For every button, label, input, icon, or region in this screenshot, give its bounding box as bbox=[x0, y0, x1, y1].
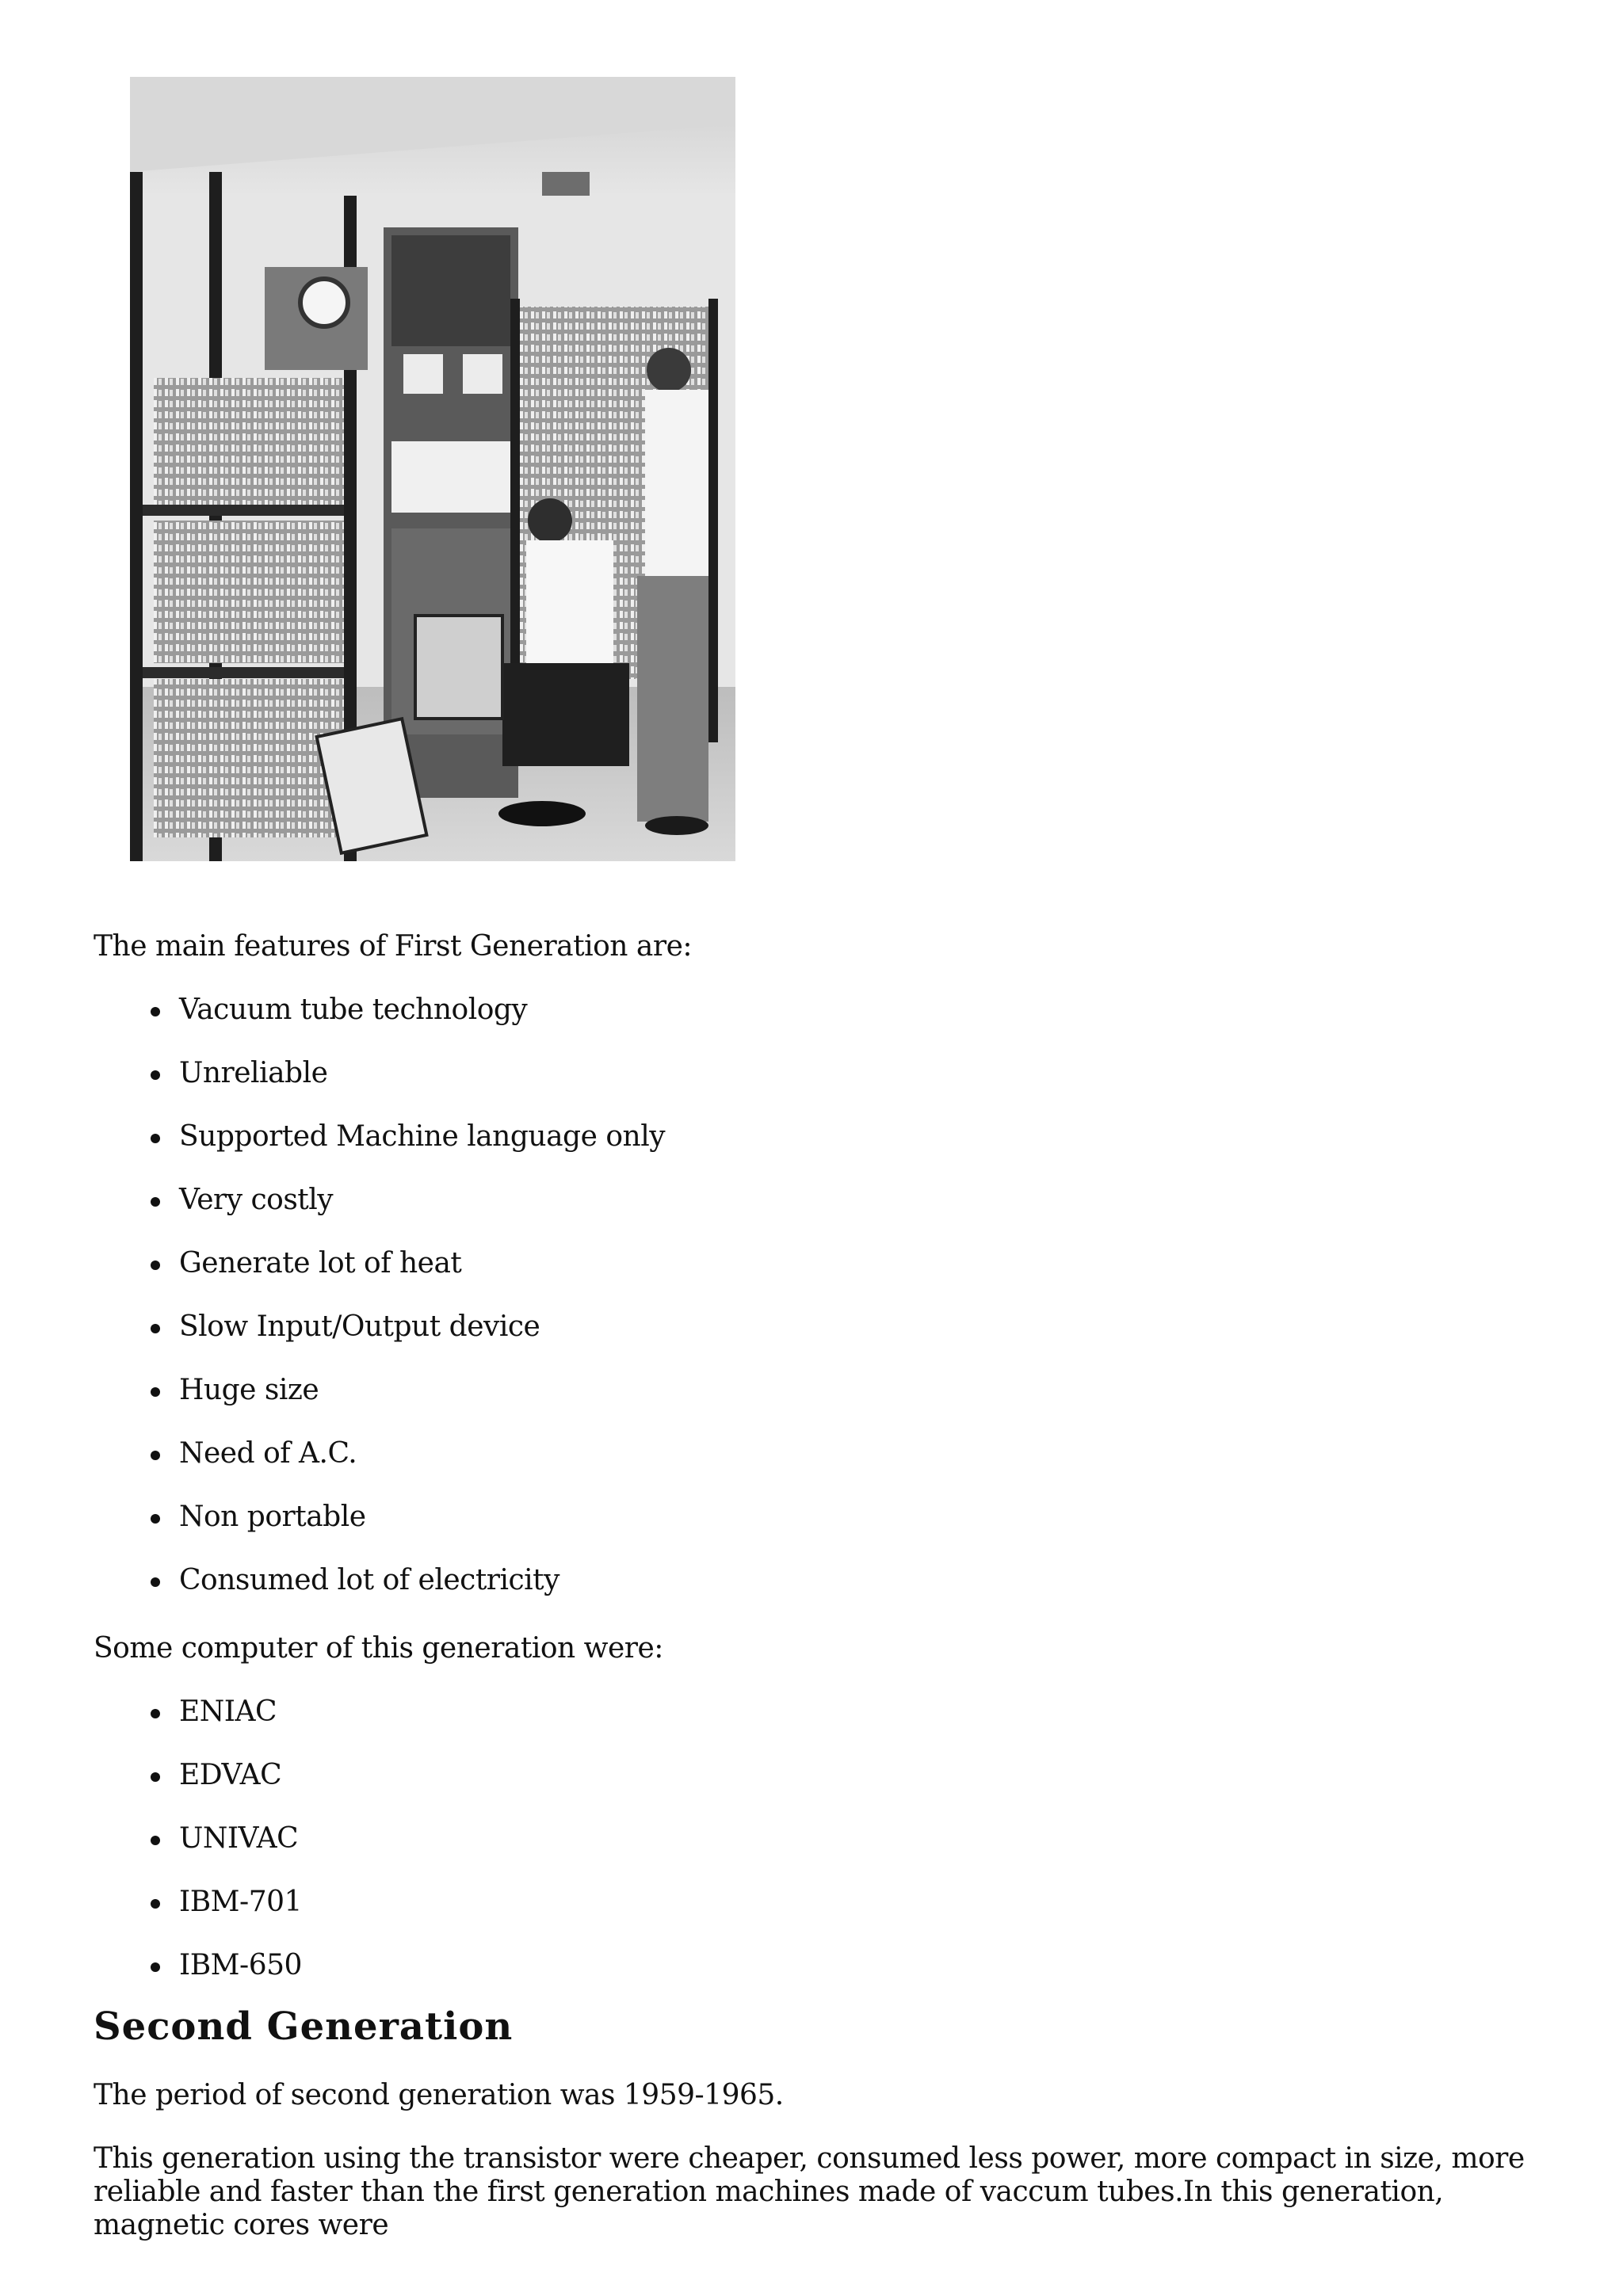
computer-room-photo bbox=[130, 77, 735, 861]
second-generation-description: This generation using the transistor were cheaper, consumed less power, more compact in size, more reliable and faster than the first generation machines made of vaccum tubes.In this generation, magnetic cores were bbox=[94, 2142, 1525, 2241]
list-item: Generate lot of heat bbox=[94, 1246, 1520, 1310]
first-generation-features-intro: The main features of First Generation are: bbox=[94, 930, 693, 963]
list-item: Supported Machine language only bbox=[94, 1119, 1520, 1183]
first-generation-computers-list bbox=[94, 1695, 1520, 2012]
list-item: IBM-650 bbox=[94, 1948, 1520, 2012]
list-item: Unreliable bbox=[94, 1056, 1520, 1119]
list-item: IBM-701 bbox=[94, 1885, 1520, 1948]
list-item: Huge size bbox=[94, 1373, 1520, 1436]
list-item: Non portable bbox=[94, 1500, 1520, 1563]
list-item: Slow Input/Output device bbox=[94, 1310, 1520, 1373]
second-generation-period: The period of second generation was 1959-1965. bbox=[94, 2079, 784, 2111]
list-item: Very costly bbox=[94, 1183, 1520, 1246]
list-item: UNIVAC bbox=[94, 1821, 1520, 1885]
first-generation-features-list bbox=[94, 993, 1520, 1627]
list-item: Need of A.C. bbox=[94, 1436, 1520, 1500]
second-generation-heading: Second Generation bbox=[94, 2004, 514, 2049]
list-item: Consumed lot of electricity bbox=[94, 1563, 1520, 1627]
first-generation-computers-intro: Some computer of this generation were: bbox=[94, 1632, 663, 1665]
list-item: ENIAC bbox=[94, 1695, 1520, 1758]
list-item: Vacuum tube technology bbox=[94, 993, 1520, 1056]
list-item: EDVAC bbox=[94, 1758, 1520, 1821]
